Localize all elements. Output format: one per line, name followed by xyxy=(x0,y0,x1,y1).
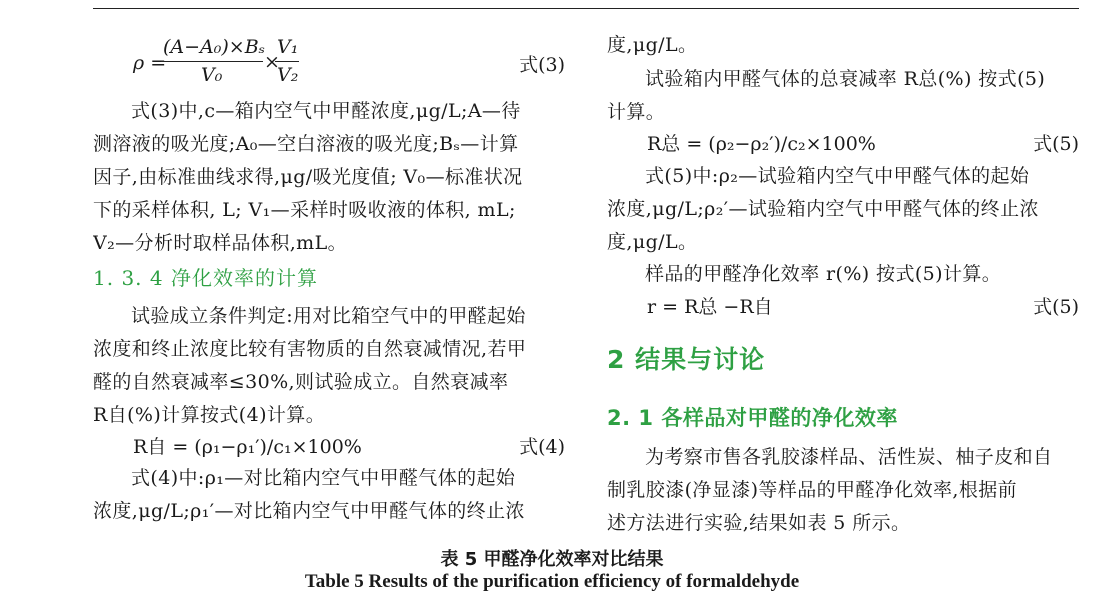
eq3-denominator: V₀ xyxy=(201,64,223,86)
text-line: 下的采样体积, L; V₁—采样时吸收液的体积, mL; xyxy=(93,199,516,221)
eq5a-formula: R总 = (ρ₂−ρ₂′)/c₂×100% xyxy=(647,133,876,155)
text-line: 试验箱内甲醛气体的总衰减率 R总(%) 按式(5) xyxy=(645,68,1046,90)
eq3-numerator-2: V₁ xyxy=(277,36,299,58)
eq5b-formula: r = R总 −R自 xyxy=(647,296,773,318)
section-heading-1-3-4: 1. 3. 4 净化效率的计算 xyxy=(93,266,318,290)
text-line: 度,μg/L。 xyxy=(607,231,698,253)
table-caption-zh: 表 5 甲醛净化效率对比结果 xyxy=(440,549,664,570)
text-line: 度,μg/L。 xyxy=(607,34,698,56)
text-line: V₂—分析时取样品体积,mL。 xyxy=(93,232,348,254)
text-line: 述方法进行实验,结果如表 5 所示。 xyxy=(607,512,911,534)
text-line: 样品的甲醛净化效率 r(%) 按式(5)计算。 xyxy=(645,263,1002,285)
eq3-numerator: (A−A₀)×Bₛ xyxy=(163,36,266,58)
eq4-formula: R自 = (ρ₁−ρ₁′)/c₁×100% xyxy=(133,436,362,458)
text-line: 因子,由标准曲线求得,μg/吸光度值; V₀—标准状况 xyxy=(93,166,523,188)
text-line: 浓度,μg/L;ρ₂′—试验箱内空气中甲醛气体的终止浓 xyxy=(607,198,1039,220)
text-line: 为考察市售各乳胶漆样品、活性炭、柚子皮和自 xyxy=(645,446,1053,468)
text-line: 试验成立条件判定:用对比箱空气中的甲醛起始 xyxy=(131,305,526,327)
eq3-tag: 式(3) xyxy=(519,54,565,76)
text-line: 制乳胶漆(净显漆)等样品的甲醛净化效率,根据前 xyxy=(607,479,1018,501)
section-heading-2: 2 结果与讨论 xyxy=(607,345,766,374)
text-line: 式(4)中:ρ₁—对比箱内空气中甲醛气体的起始 xyxy=(131,467,516,489)
section-heading-2-1: 2. 1 各样品对甲醛的净化效率 xyxy=(607,406,898,430)
eq3-denominator-2: V₂ xyxy=(277,64,299,86)
eq5a-tag: 式(5) xyxy=(1033,133,1079,155)
eq3-fraction-bar xyxy=(161,61,263,62)
eq3-lhs: ρ = xyxy=(133,52,167,74)
text-line: 式(5)中:ρ₂—试验箱内空气中甲醛气体的起始 xyxy=(645,165,1030,187)
text-line: 计算。 xyxy=(607,101,666,123)
top-rule xyxy=(93,8,1079,9)
text-line: 测溶液的吸光度;A₀—空白溶液的吸光度;Bₛ—计算 xyxy=(93,133,519,155)
eq3-times: × xyxy=(264,51,280,73)
text-line: 式(3)中,c—箱内空气中甲醛浓度,μg/L;A—待 xyxy=(131,100,521,122)
text-line: 醛的自然衰减率≤30%,则试验成立。自然衰减率 xyxy=(93,371,509,393)
text-line: 浓度,μg/L;ρ₁′—对比箱内空气中甲醛气体的终止浓 xyxy=(93,500,525,522)
eq4-tag: 式(4) xyxy=(519,436,565,458)
table-caption-en: Table 5 Results of the purification efficiency of formaldehyde xyxy=(304,571,800,592)
eq3-fraction-bar-2 xyxy=(275,61,299,62)
text-line: 浓度和终止浓度比较有害物质的自然衰减情况,若甲 xyxy=(93,338,527,360)
eq5b-tag: 式(5) xyxy=(1033,296,1079,318)
text-line: R自(%)计算按式(4)计算。 xyxy=(93,404,326,426)
